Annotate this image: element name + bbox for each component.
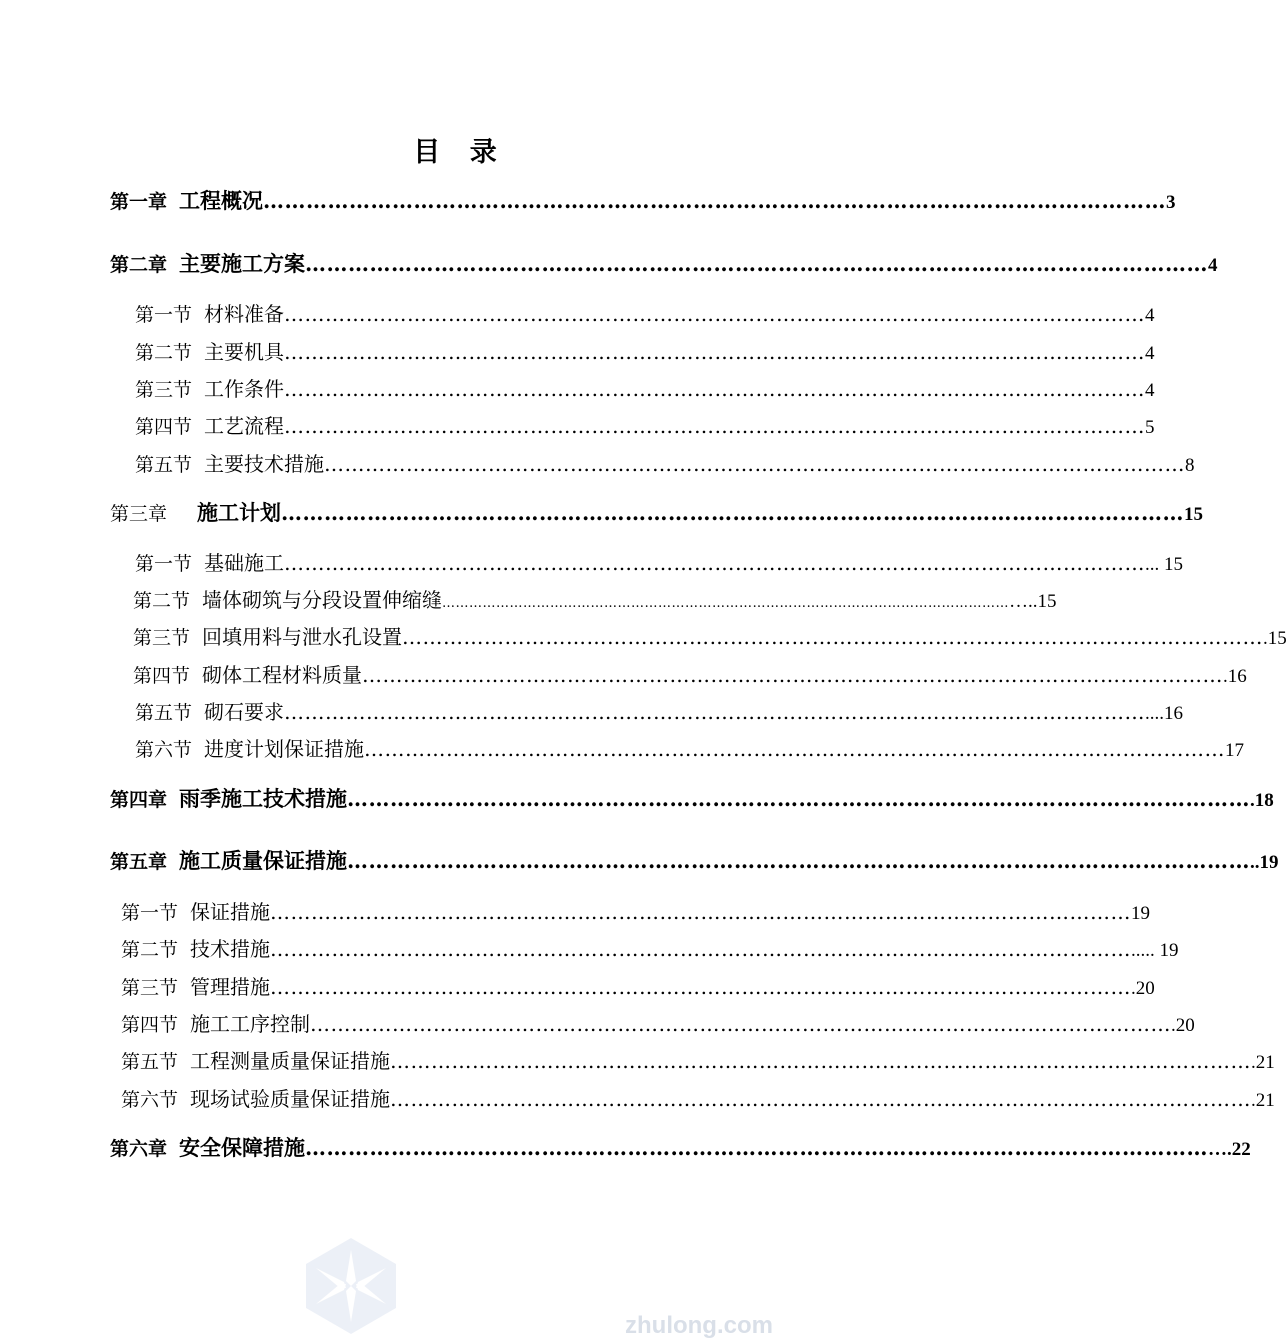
dot-leader: ……………………………………………………………………………………………………………… [390,1049,1252,1073]
dot-leader: ……………………………………………………………………………………………………………… [284,302,1146,326]
page-number: ... 15 [1145,554,1184,575]
toc-section[interactable] [135,410,1155,439]
chapter-title: 施工质量保证措施 [179,848,348,873]
page-number: 19 [1131,903,1151,924]
section-number: 第六节 [121,1089,179,1111]
toc-section[interactable] [135,448,1195,477]
page-number: 4 [1145,380,1155,401]
page-number: ....16 [1145,703,1184,724]
toc-section[interactable] [121,933,1179,962]
dot-leader: ……………………………………………………………………………………………………………… [284,551,1146,575]
page-number: .21 [1251,1052,1275,1073]
section-number: 第四节 [133,665,191,687]
page-number: 5 [1145,417,1155,438]
toc-section[interactable] [121,896,1151,925]
section-number: 第五节 [135,702,193,724]
dot-leader: ……………………………………………………………………………………………………………… [270,975,1132,999]
page-number: .16 [1223,666,1247,687]
toc-section[interactable] [133,659,1247,688]
section-number: 第五节 [135,454,193,476]
section-number: 第一节 [121,902,179,924]
section-title: 工作条件 [204,377,285,401]
chapter-number: 第六章 [110,1138,168,1160]
toc-section[interactable] [135,298,1155,327]
page-number: .21 [1251,1090,1275,1111]
chapter-title: 雨季施工技术措施 [179,786,348,811]
toc-section[interactable] [121,971,1155,1000]
section-title: 施工工序控制 [190,1012,311,1036]
dot-leader: ……………………………………………………………………………………………………………… [305,1135,1209,1160]
page-number: 3 [1166,192,1176,213]
chapter-number: 第一章 [110,191,168,213]
section-number: 第四节 [121,1014,179,1036]
page-number: ….22 [1208,1139,1251,1160]
section-title: 主要技术措施 [204,452,325,476]
chapter-number: 第三章 [110,503,168,525]
page-number: .20 [1131,978,1155,999]
dot-leader: ……………………………………………………………………………………………………………… [362,663,1224,687]
page-number: 4 [1145,343,1155,364]
section-title: 现场试验质量保证措施 [190,1087,391,1111]
section-title: 墙体砌筑与分段设置伸缩缝 [202,588,443,612]
dot-leader: ……………………………………………………………………………………………………………… [310,1012,1172,1036]
toc-section[interactable] [121,1045,1275,1074]
watermark-text: zhulong.com [625,1312,773,1339]
section-number: 第二节 [133,590,191,612]
chapter-number: 第四章 [110,789,168,811]
toc-section[interactable] [135,336,1155,365]
dot-leader: ……………………………………………………………………………………………………………… [284,700,1146,724]
dot-leader: ……………………………………………………………………………………………………………… [442,596,1010,611]
page-number: 15 [1184,504,1204,525]
section-title: 进度计划保证措施 [204,737,365,761]
chapter-title: 施工计划 [197,500,282,525]
toc-chapter-6[interactable] [110,1132,1251,1162]
toc-chapter-2[interactable] [110,248,1218,278]
dot-leader: ……………………………………………………………………………………………………………… [284,340,1146,364]
toc-section[interactable] [133,584,1057,613]
page-title: 目 录 [413,137,507,168]
section-number: 第二节 [121,939,179,961]
toc-section[interactable] [133,621,1287,650]
section-title: 回填用料与泄水孔设置 [202,625,403,649]
toc-section[interactable] [135,547,1184,576]
chapter-title: 工程概况 [179,188,264,213]
section-title: 工程测量质量保证措施 [190,1049,391,1073]
page-number: .15 [1263,628,1287,649]
dot-leader: ……………………………………………………………………………………………………………… [270,937,1132,961]
toc-chapter-5[interactable] [110,845,1279,875]
toc-chapter-1[interactable] [110,185,1176,215]
page-number: …..15 [1009,591,1057,612]
toc-section[interactable] [121,1008,1195,1037]
section-number: 第四节 [135,416,193,438]
dot-leader: ……………………………………………………………………………………………………………… [390,1087,1252,1111]
section-title: 管理措施 [190,975,271,999]
toc-section[interactable] [135,733,1245,762]
section-number: 第一节 [135,553,193,575]
section-number: 第二节 [135,342,193,364]
chapter-number: 第五章 [110,851,168,873]
section-number: 第三节 [133,627,191,649]
dot-leader: ……………………………………………………………………………………………………………… [347,786,1251,811]
chapter-number: 第二章 [110,254,168,276]
dot-leader: ……………………………………………………………………………………………………………… [270,900,1132,924]
section-title: 砌体工程材料质量 [202,663,363,687]
toc-chapter-4[interactable] [110,783,1274,813]
section-title: 材料准备 [204,302,285,326]
toc-section[interactable] [135,696,1184,725]
section-title: 技术措施 [190,937,271,961]
section-title: 保证措施 [190,900,271,924]
section-title: 主要机具 [204,340,285,364]
page-number: .20 [1171,1015,1195,1036]
page-number: ..19 [1250,852,1279,873]
toc-section[interactable] [121,1083,1275,1112]
dot-leader: ……………………………………………………………………………………………………………… [364,737,1226,761]
section-number: 第六节 [135,739,193,761]
page-number: 4 [1145,305,1155,326]
section-title: 砌石要求 [204,700,285,724]
dot-leader: ……………………………………………………………………………………………………………… [324,452,1186,476]
section-title: 工艺流程 [204,414,285,438]
section-number: 第三节 [135,379,193,401]
chapter-title: 安全保障措施 [179,1135,306,1160]
dot-leader: ……………………………………………………………………………………………………………… [305,251,1209,276]
dot-leader: ……………………………………………………………………………………………………………… [284,414,1146,438]
section-number: 第三节 [121,977,179,999]
section-number: 第五节 [121,1051,179,1073]
chapter-title: 主要施工方案 [179,251,306,276]
dot-leader: ……………………………………………………………………………………………………………… [402,625,1264,649]
page-number: ..... 19 [1131,940,1179,961]
page-number: .18 [1250,790,1274,811]
dot-leader: ……………………………………………………………………………………………………………… [284,377,1146,401]
section-number: 第一节 [135,304,193,326]
dot-leader: ……………………………………………………………………………………………………………… [263,188,1167,213]
toc-section[interactable] [135,373,1155,402]
page-number: 8 [1185,455,1195,476]
page-number: 4 [1208,255,1218,276]
toc-chapter-3[interactable] [110,497,1204,527]
dot-leader: ……………………………………………………………………………………………………………… [347,848,1251,873]
watermark-logo-icon [296,1236,406,1336]
page-number: 17 [1225,740,1245,761]
dot-leader: ……………………………………………………………………………………………………………… [281,500,1185,525]
section-title: 基础施工 [204,551,285,575]
